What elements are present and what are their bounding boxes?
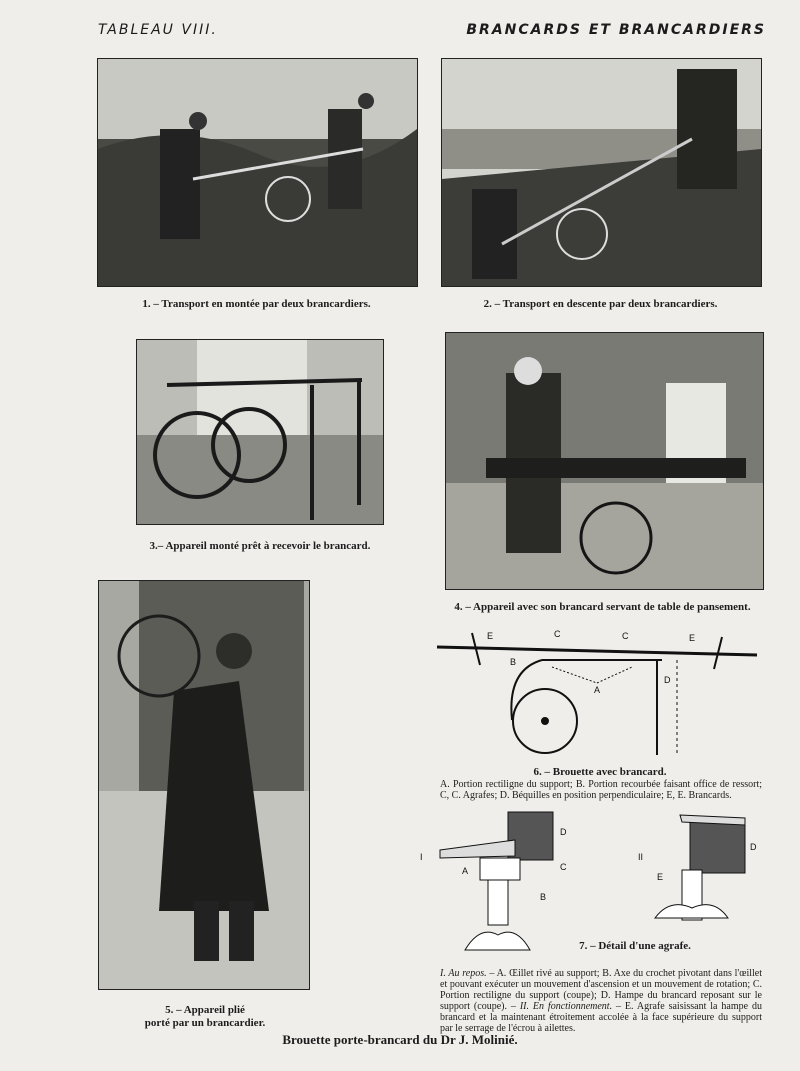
legend-fig7-function-label: II. En fonctionnement.: [519, 1001, 613, 1012]
label-c-right: C: [622, 631, 629, 641]
label-a-clasp: A: [462, 866, 469, 876]
label-a: A: [594, 685, 601, 695]
label-b-clasp: B: [540, 892, 547, 902]
label-b: B: [510, 657, 517, 667]
plate-title: Brouette porte-brancard du Dr J. Molinié.: [282, 1032, 518, 1047]
caption-fig5-line2: porté par un brancardier.: [144, 1017, 266, 1029]
caption-fig6: 6. – Brouette avec brancard.: [533, 766, 667, 778]
label-c-clasp: C: [560, 862, 567, 872]
caption-fig4: 4. – Appareil avec son brancard servant de table de pansement.: [454, 601, 751, 613]
label-e-left: E: [487, 631, 494, 641]
legend-fig6: A. Portion rectiligne du support; B. Portion recourbée faisant office de ressort; C, C. Agrafes; D. Béquilles en position perpendiculaire; E, E. Brancards.: [440, 779, 762, 801]
photo-dressing-table: [445, 332, 764, 590]
caption-fig5: [120, 1004, 290, 1030]
legend-fig7-rest-label: I. Au repos.: [440, 968, 487, 979]
caption-fig5-line1: 5. – Appareil plié: [165, 1004, 245, 1016]
label-e-right: E: [689, 633, 696, 643]
diagram-wheelbarrow: [432, 625, 762, 760]
label-roman-ii: II: [638, 852, 644, 862]
label-c-left: C: [554, 629, 561, 639]
photo-folded-carried: [98, 580, 310, 990]
label-d: D: [664, 675, 671, 685]
label-e-clasp: E: [657, 872, 664, 882]
photo-apparatus-assembled: [136, 339, 384, 525]
plate-number: TABLEAU VIII.: [98, 22, 218, 38]
caption-fig3: 3.– Appareil monté prêt à recevoir le brancard.: [149, 540, 371, 552]
caption-fig1: 1. – Transport en montée par deux brancardiers.: [142, 298, 371, 310]
legend-fig7: [440, 968, 762, 1034]
label-d-clasp-ii: D: [750, 842, 757, 852]
photo-transport-downhill: [441, 58, 762, 287]
caption-fig7: 7. – Détail d'une agrafe.: [579, 940, 691, 952]
plate-heading: BRANCARDS ET BRANCARDIERS: [466, 22, 766, 38]
caption-fig2: 2. – Transport en descente par deux brancardiers.: [483, 298, 718, 310]
label-roman-i: I: [420, 852, 423, 862]
photo-transport-uphill: [97, 58, 418, 287]
label-d-clasp-i: D: [560, 827, 567, 837]
legend-fig7-rest-text: – A. Œillet rivé au support; B. Axe du crochet pivotant dans l'œillet et pouvant exécuter un mouvement d'ascension et un mouvement de rotation; C. Portion rectiligne du support (coupe); D. Hampe du brancard reposant sur le support (coupe). –: [440, 968, 762, 1012]
legend-fig7-function-text: – E. Agrafe saisissant la hampe du brancard et la maintenant étroitement accolée à la face supérieure du support par le serrage de l'écrou à ailettes.: [440, 1001, 762, 1034]
